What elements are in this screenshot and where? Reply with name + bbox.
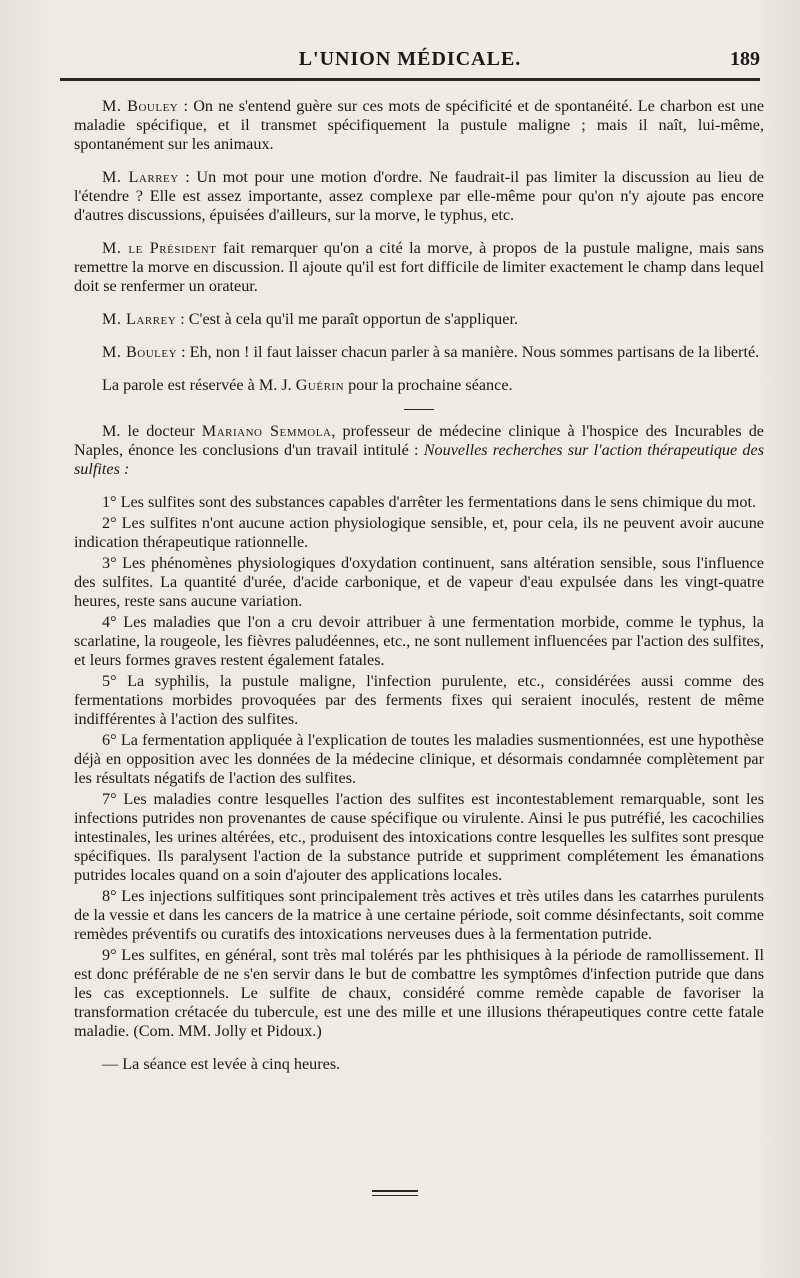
paragraph-text: : On ne s'entend guère sur ces mots de spécificité et de spontanéité. Le charbon est une maladie spécifique, et il transmet spécifiquement la pustule maligne ; mais il naît, lui-même, spontanément sur les animaux. — [74, 97, 765, 153]
running-title: L'UNION MÉDICALE. — [298, 48, 522, 70]
conclusion-item-9: 9° Les sulfites, en général, sont très mal tolérés par les phthisiques à la période de ramollissement. Il est donc préférable de ne s'en servir dans le but de combattre les symptômes d'infection putride que dans les cas exceptionnels. Le sulfite de chaux, considéré comme remède capable de favoriser la transformation crétacée du tubercule, est une des mille et une illusions thérapeutiques contre cette fatale maladie. (Com. MM. Jolly et Pidoux.) — [74, 946, 764, 1040]
work-title: Nouvelles recherches sur l'action thérapeutique des sulfites : — [74, 441, 764, 478]
paragraph-semmola-intro — [74, 422, 764, 479]
author-name: Mariano Semmola — [201, 422, 332, 440]
speaker-name: Guérin — [295, 376, 345, 394]
paragraph-text: : Eh, non ! il faut laisser chacun parler à sa manière. Nous sommes partisans de la liberté. — [177, 343, 760, 361]
speaker-name: M. Bouley — [102, 343, 178, 361]
conclusion-item-3: 3° Les phénomènes physiologiques d'oxydation continuent, sans altération sensible, sous l'influence des sulfites. La quantité d'urée, d'acide carbonique, et de vapeur d'eau expulsée dans les vingt-quatre heures, reste sans aucune variation. — [74, 554, 764, 610]
paragraph-guerin — [74, 376, 764, 395]
conclusion-item-7: 7° Les maladies contre lesquelles l'action des sulfites est incontestablement remarquable, sont les infections putrides non provenantes de cause spécifique ou virulente. Ainsi le pus putréfié, les cacochilies intestinales, les urines altérées, etc., produisent des intoxications contre lesquelles les sulfites sont presque spécifiques. Ils paralysent l'action de la substance putride et suppriment complétement les émanations putrides locales quand on a soin d'ajouter des applications locales. — [74, 790, 764, 884]
body-text — [74, 97, 764, 1088]
paragraph-bouley-2 — [74, 343, 764, 362]
paragraph-text: : Un mot pour une motion d'ordre. Ne faudrait-il pas limiter la discussion au lieu de l'étendre ? Elle est assez importante, assez complexe par elle-même pour qu'on n'y ajoute pas encore d'autres discussions, épuisées d'ailleurs, sur la morve, le typhus, etc. — [74, 168, 764, 224]
page-header — [60, 48, 760, 78]
speaker-name: M. Larrey — [102, 168, 179, 186]
intro-text: , professeur de médecine clinique à l'hospice des Incurables de Naples, énonce les conclusions d'un travail intitulé : — [74, 422, 764, 459]
paragraph-text: : C'est à cela qu'il me paraît opportun de s'appliquer. — [176, 310, 519, 328]
intro-text: M. le docteur — [102, 422, 202, 440]
speaker-name: M. Larrey — [102, 310, 177, 328]
closing-line: — La séance est levée à cinq heures. — [102, 1055, 341, 1073]
header-rule — [60, 78, 760, 81]
paragraph-larrey-1 — [74, 168, 764, 225]
conclusion-item-4: 4° Les maladies que l'on a cru devoir attribuer à une fermentation morbide, comme le typhus, la scarlatine, la rougeole, les fièvres paludéennes, etc., ne sont nullement influencées par l'action des sulfites, et leurs formes graves restent également fatales. — [74, 613, 764, 669]
end-ornament-rule — [372, 1190, 418, 1196]
paragraph-bouley-1 — [74, 97, 764, 154]
paragraph-text: La parole est réservée à M. J. — [102, 376, 296, 394]
speaker-name: M. Bouley — [102, 97, 179, 115]
speaker-name: M. le Président — [102, 239, 217, 257]
paragraph-president — [74, 239, 764, 296]
paragraph-larrey-2 — [74, 310, 764, 329]
conclusion-item-6: 6° La fermentation appliquée à l'explication de toutes les maladies susmentionnées, est une hypothèse déjà en opposition avec les données de la médecine clinique, et désormais condamnée complètement par les résultats négatifs de l'action des sulfites. — [74, 731, 764, 787]
conclusion-item-8: 8° Les injections sulfitiques sont principalement très actives et très utiles dans les catarrhes purulents de la vessie et dans les cancers de la matrice à une certaine période, soit comme désinfectants, soit comme remèdes préventifs ou curatifs des intoxications nerveuses dues à la fermentation putride. — [74, 887, 764, 943]
conclusion-item-1: 1° Les sulfites sont des substances capables d'arrêter les fermentations dans le sens chimique du mot. — [102, 493, 757, 511]
page-number: 189 — [730, 48, 760, 70]
paragraph-text: pour la prochaine séance. — [344, 376, 513, 394]
section-divider — [404, 409, 434, 410]
conclusion-item-2: 2° Les sulfites n'ont aucune action physiologique sensible, et, pour cela, ils ne peuvent avoir aucune indication thérapeutique rationnelle. — [74, 514, 764, 551]
paragraph-text: fait remarquer qu'on a cité la morve, à propos de la pustule maligne, mais sans remettre la morve en discussion. Il ajoute qu'il est fort difficile de limiter exactement le champ dans lequel doit se renfermer un orateur. — [74, 239, 764, 295]
conclusion-item-5: 5° La syphilis, la pustule maligne, l'infection purulente, etc., considérées aussi comme des fermentations morbides provoquées par des ferments fixes qui seraient inoculés, restent de même indifférentes à l'action des sulfites. — [74, 672, 764, 728]
